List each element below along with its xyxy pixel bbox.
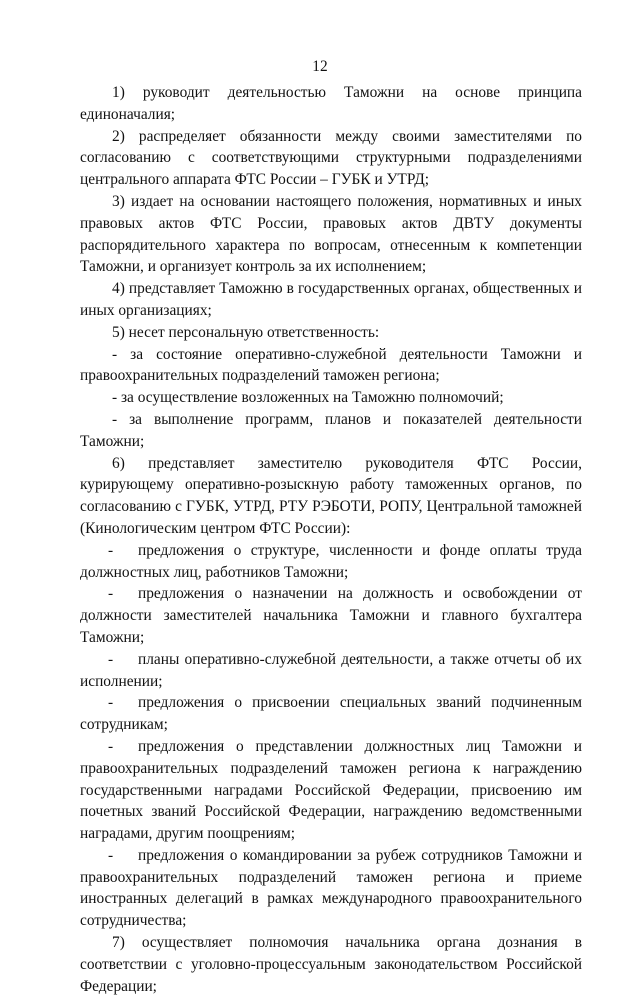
- dash-marker: -: [108, 846, 114, 864]
- dash-item-5: [80, 736, 582, 845]
- dash-item-1: [80, 540, 582, 584]
- dash-marker: -: [108, 541, 114, 559]
- paragraph-item-3: 3) издает на основании настоящего положения, нормативных и иных правовых актов ФТС России, правовых актов ДВТУ документы распорядительного характера по вопросам, отнесенным к компетенции Таможни, и организует контроль за их исполнением;: [80, 192, 582, 276]
- paragraph-item-5: 5) несет персональную ответственность:: [112, 323, 380, 341]
- dash-marker: -: [108, 650, 114, 668]
- subparagraph-responsibility-2: - за осуществление возложенных на Таможню полномочий;: [112, 389, 504, 407]
- paragraph-item-4: 4) представляет Таможню в государственных органах, общественных и иных организациях;: [80, 280, 582, 319]
- paragraph-item-1: 1) руководит деятельностью Таможни на основе принципа единоначалия;: [80, 84, 582, 123]
- dash-item-text: предложения о присвоении специальных званий подчиненным сотрудникам;: [80, 694, 582, 734]
- dash-item-6: [80, 845, 582, 932]
- subparagraph-responsibility-3: - за выполнение программ, планов и показателей деятельности Таможни;: [80, 410, 582, 450]
- page-number: 12: [312, 58, 328, 75]
- subparagraph-responsibility-1: - за состояние оперативно-служебной деятельности Таможни и правоохранительных подразделений таможен региона;: [80, 345, 582, 385]
- dash-item-text: предложения о назначении на должность и освобождении от должности заместителей начальника Таможни и главного бухгалтера Таможни;: [80, 585, 582, 646]
- dash-item-4: [80, 692, 582, 736]
- dash-item-text: предложения о представлении должностных лиц Таможни и правоохранительных подразделений таможен региона к награждению государственными наградами Российской Федерации, присвоению им почетных званий Российской Федерации, награждению ведомственными наградами, другим поощрениям;: [80, 737, 582, 843]
- paragraph-item-6: 6) представляет заместителю руководителя ФТС России, курирующему оперативно-розыскную работу таможенных органов, по согласованию с ГУБК, УТРД, РТУ РЭБОТИ, РОПУ, Центральной таможней (Кинологическим центром ФТС России):: [80, 454, 582, 537]
- dash-marker: -: [108, 694, 114, 712]
- dash-item-2: [80, 583, 582, 648]
- dash-item-text: предложения о структуре, численности и фонде оплаты труда должностных лиц, работников Таможни;: [80, 541, 582, 581]
- dash-item-text: предложения о командировании за рубеж сотрудников Таможни и правоохранительных подразделений таможен региона и приеме иностранных делегаций в рамках международного правоохранительного сотрудничества;: [80, 846, 582, 930]
- dash-marker: -: [108, 585, 114, 603]
- dash-marker: -: [108, 737, 114, 755]
- paragraph-item-2: 2) распределяет обязанности между своими заместителями по согласованию с соответствующими структурными подразделениями центрального аппарата ФТС России – ГУБК и УТРД;: [80, 127, 582, 189]
- paragraph-item-7: 7) осуществляет полномочия начальника органа дознания в соответствии с уголовно-процессуальным законодательством Российской Федерации;: [80, 934, 582, 995]
- document-body: [80, 82, 582, 997]
- dash-item-text: планы оперативно-служебной деятельности, а также отчеты об их исполнении;: [80, 650, 582, 690]
- dash-item-3: [80, 649, 582, 693]
